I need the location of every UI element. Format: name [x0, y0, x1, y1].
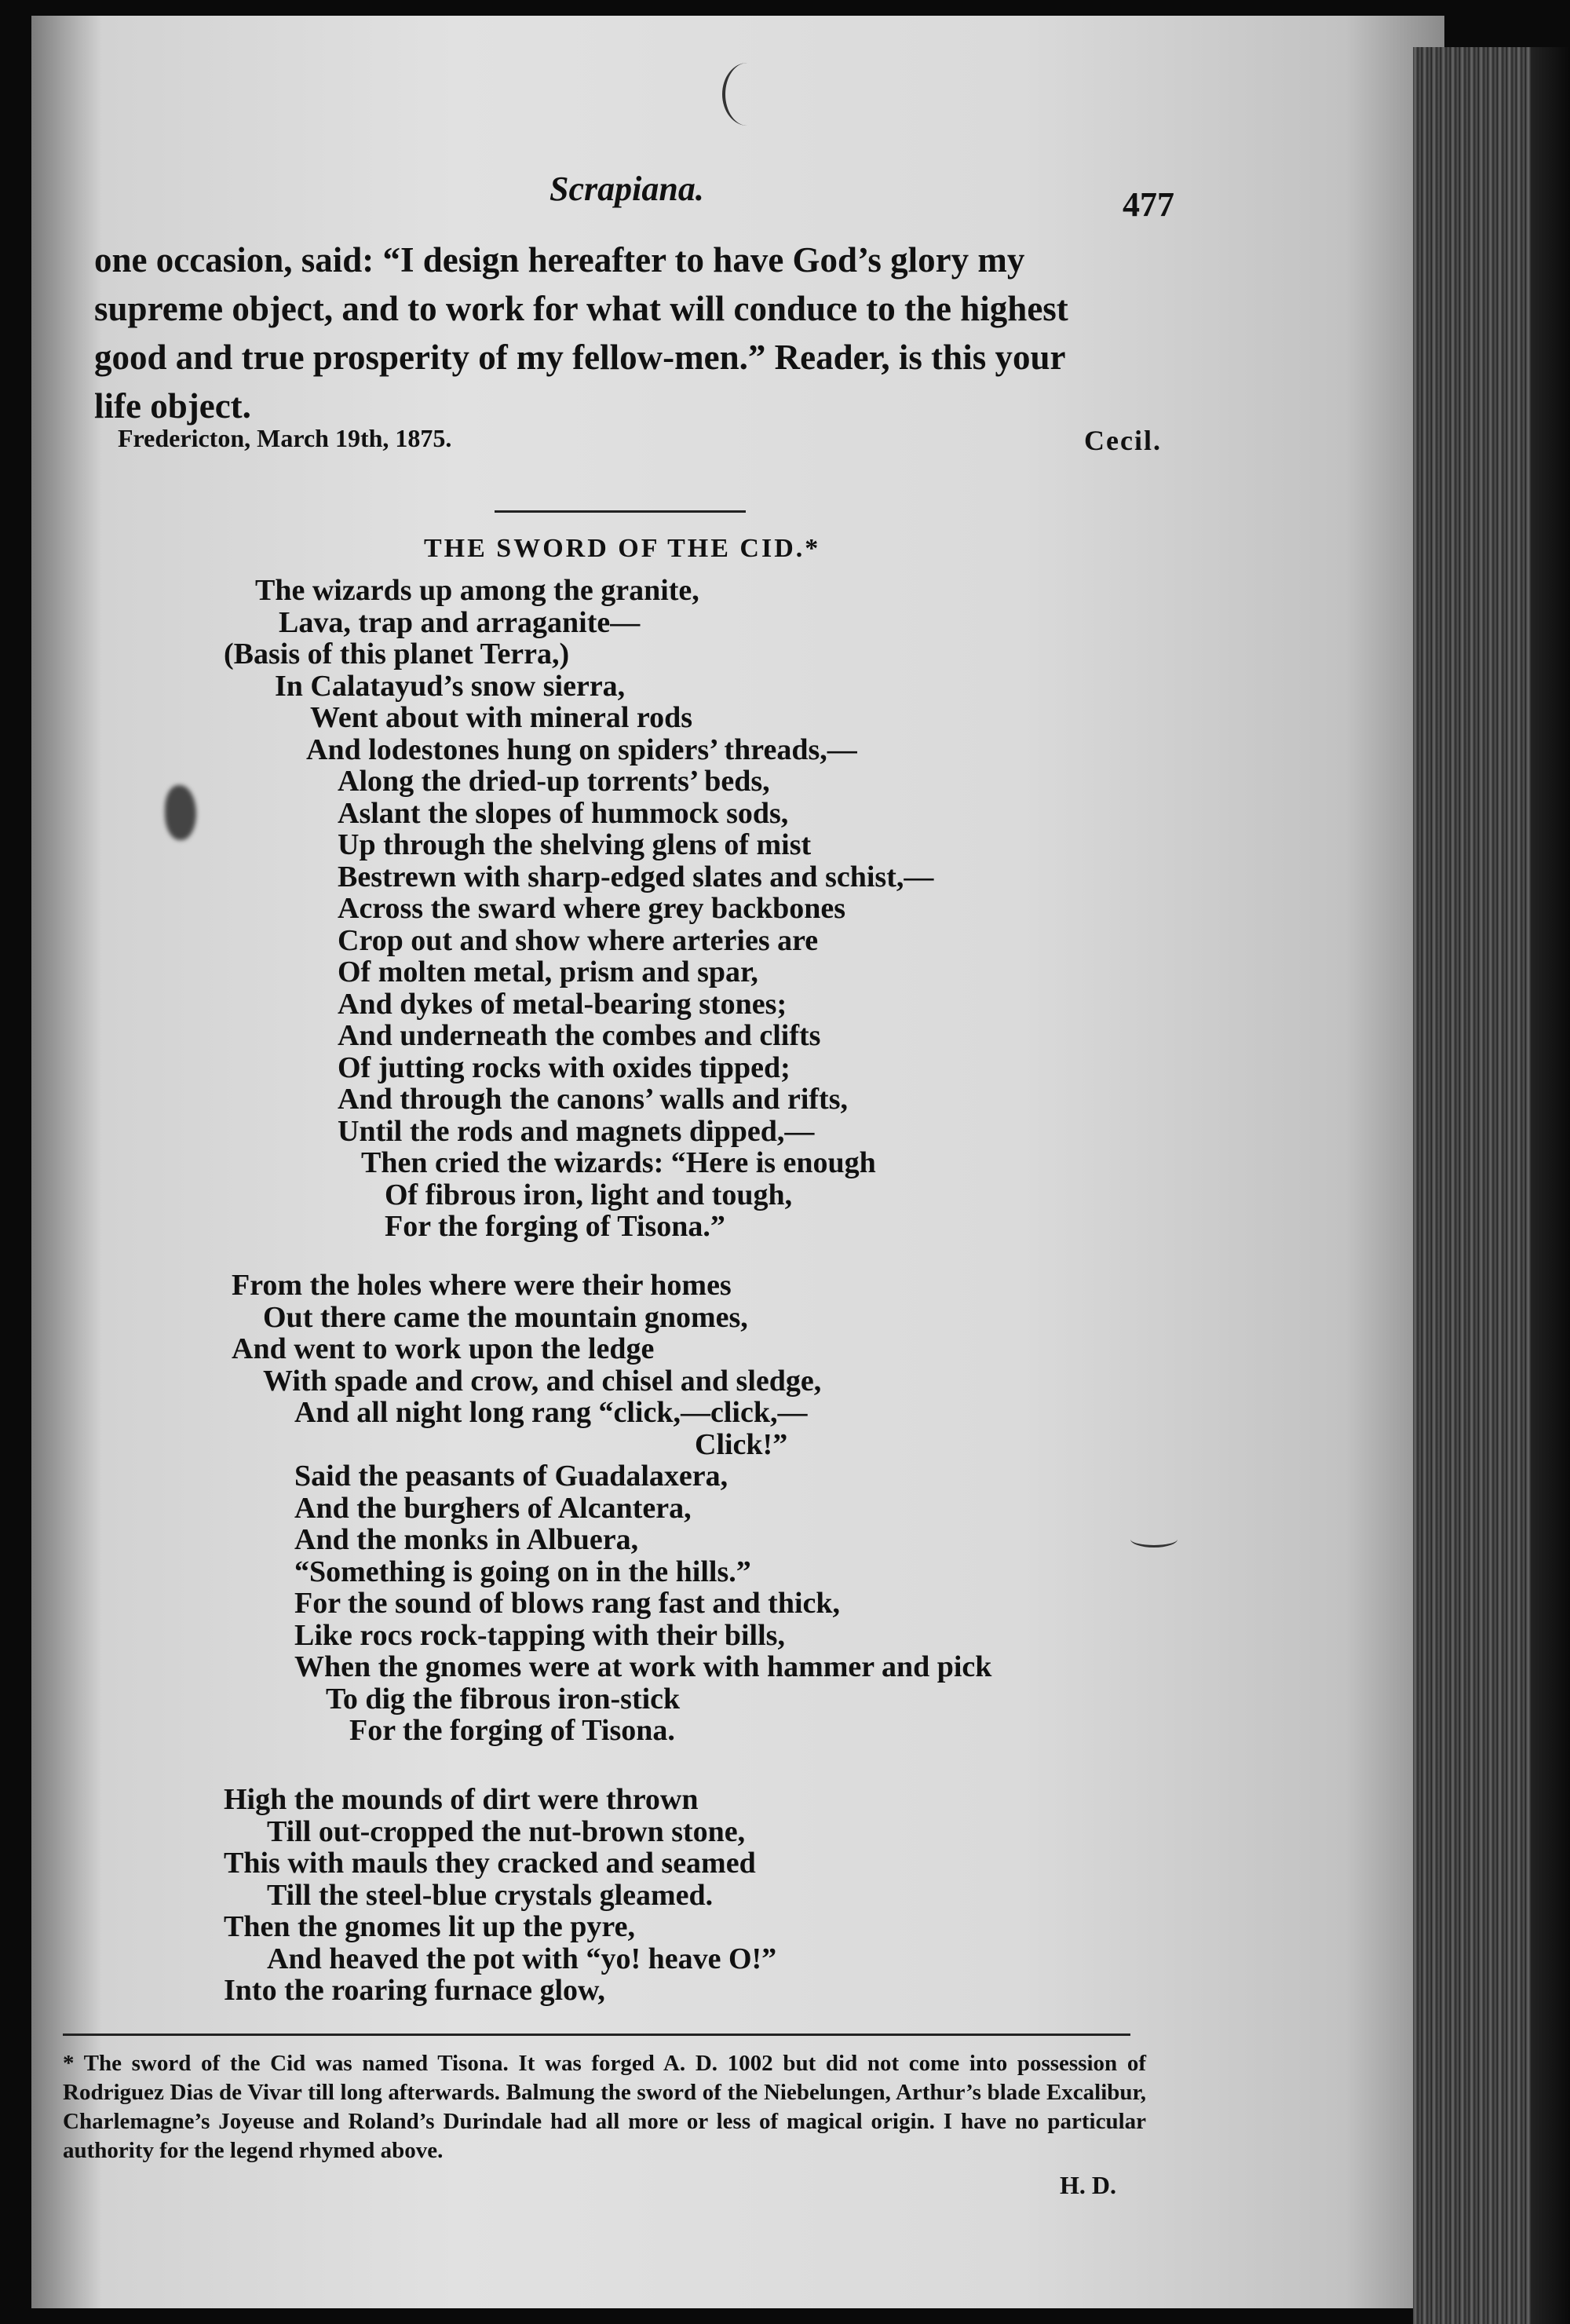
- poem-line: Out there came the mountain gnomes,: [263, 1300, 748, 1334]
- poem-line: (Basis of this planet Terra,): [224, 638, 570, 671]
- poem-line: And through the canons’ walls and rifts,: [338, 1083, 848, 1116]
- poem-line: Then the gnomes lit up the pyre,: [224, 1910, 635, 1943]
- poem-line: The wizards up among the granite,: [255, 574, 699, 607]
- poem-line: And went to work upon the ledge: [232, 1332, 655, 1365]
- running-title: Scrapiana.: [550, 170, 704, 208]
- poem-line: And all night long rang “click,—click,—: [294, 1396, 808, 1429]
- poem-line: In Calatayud’s snow sierra,: [275, 669, 626, 703]
- poem-line: For the forging of Tisona.: [349, 1714, 675, 1747]
- poem-stanza: [31, 1784, 776, 2007]
- page-number: 477: [1123, 185, 1174, 224]
- page-header: [31, 161, 1444, 224]
- poem-line: And the monks in Albuera,: [294, 1523, 639, 1556]
- book-page: [31, 16, 1444, 2308]
- prose-line: [94, 382, 1217, 430]
- poem-line: Crop out and show where arteries are: [338, 923, 819, 957]
- poem-line: Said the peasants of Guadalaxera,: [294, 1460, 728, 1493]
- poem-line: Until the rods and magnets dipped,—: [338, 1114, 815, 1148]
- poem-line: And lodestones hung on spiders’ threads,—: [306, 733, 857, 766]
- prose-line-text: one occasion, said: “I design hereafter to have God’s glory my: [94, 240, 1025, 280]
- prose-line-text: life object.: [94, 386, 251, 426]
- poem-line: When the gnomes were at work with hammer and pick: [294, 1650, 992, 1683]
- poem-line: High the mounds of dirt were thrown: [224, 1783, 699, 1816]
- footnote: * The sword of the Cid was named Tisona. It was forged A. D. 1002 but did not come into possession of Rodriguez Dias de Vivar till long afterwards. Balmung the sword of the Niebelungen, Arthur’s blade Excalibur, Charlemagne’s Joyeuse and Roland’s Durindale had all more or less of magical origin. I have no particular authority for the legend rhymed above.: [63, 2051, 1146, 2163]
- poem-line: And dykes of metal-bearing stones;: [338, 987, 787, 1021]
- poem-line: Of jutting rocks with oxides tipped;: [338, 1051, 790, 1084]
- prose-line: [94, 284, 1217, 333]
- poem-line: Went about with mineral rods: [310, 701, 693, 734]
- pencil-mark: [722, 63, 772, 126]
- poem-line: To dig the fibrous iron-stick: [326, 1682, 681, 1716]
- prose-line-text: good and true prosperity of my fellow-men.” Reader, is this your: [94, 338, 1066, 377]
- poem-line: And underneath the combes and clifts: [338, 1019, 821, 1052]
- poem-line: Bestrewn with sharp-edged slates and schist,—: [338, 860, 934, 893]
- poem-line: Like rocs rock-tapping with their bills,: [294, 1618, 785, 1652]
- prose-line: [94, 333, 1217, 382]
- poem-line: Till the steel-blue crystals gleamed.: [267, 1878, 714, 1912]
- poem-stanza: [31, 575, 933, 1243]
- ink-blot: [165, 785, 196, 840]
- poem-line: Of fibrous iron, light and tough,: [385, 1178, 793, 1211]
- poem-line: And heaved the pot with “yo! heave O!”: [267, 1942, 777, 1975]
- poem-line: Of molten metal, prism and spar,: [338, 956, 758, 988]
- poem-line: Up through the shelving glens of mist: [338, 828, 812, 861]
- poem-line: Along the dried-up torrents’ beds,: [338, 765, 770, 798]
- place-date: Fredericton, March 19th, 1875.: [118, 424, 452, 452]
- poem-line: This with mauls they cracked and seamed: [224, 1847, 756, 1880]
- poem-line: With spade and crow, and chisel and sledge,: [263, 1364, 822, 1398]
- poem-line: Aslant the slopes of hummock sods,: [338, 796, 789, 830]
- section-divider: [495, 510, 746, 513]
- footnote-divider: [63, 2034, 1130, 2036]
- author-signature: Cecil.: [1084, 425, 1162, 456]
- poem-line: For the forging of Tisona.”: [385, 1210, 725, 1243]
- poem-line: Into the roaring furnace glow,: [224, 1974, 605, 2007]
- poem-line: And the burghers of Alcantera,: [294, 1491, 692, 1525]
- prose-paragraph: [94, 236, 1217, 430]
- prose-line: [94, 236, 1217, 284]
- poem-line: Till out-cropped the nut-brown stone,: [267, 1814, 746, 1848]
- poem-line: For the sound of blows rang fast and thick,: [294, 1587, 841, 1620]
- footnote-signature: H. D.: [1060, 2171, 1116, 2199]
- poem-stanza: [31, 1270, 991, 1747]
- signature-row: [118, 424, 1162, 457]
- pencil-mark: [1130, 1531, 1178, 1548]
- poem-line: Click!”: [695, 1427, 788, 1461]
- poem-line: Then cried the wizards: “Here is enough: [361, 1146, 876, 1179]
- poem-line: Lava, trap and arraganite—: [279, 605, 641, 639]
- book-spine-shadow: [1531, 47, 1570, 2324]
- poem-line: “Something is going on in the hills.”: [294, 1555, 751, 1588]
- poem-title: THE SWORD OF THE CID.*: [424, 534, 821, 563]
- poem-line: From the holes where were their homes: [232, 1269, 732, 1302]
- poem-line: Across the sward where grey backbones: [338, 892, 846, 925]
- prose-line-text: supreme object, and to work for what will conduce to the highest: [94, 289, 1068, 328]
